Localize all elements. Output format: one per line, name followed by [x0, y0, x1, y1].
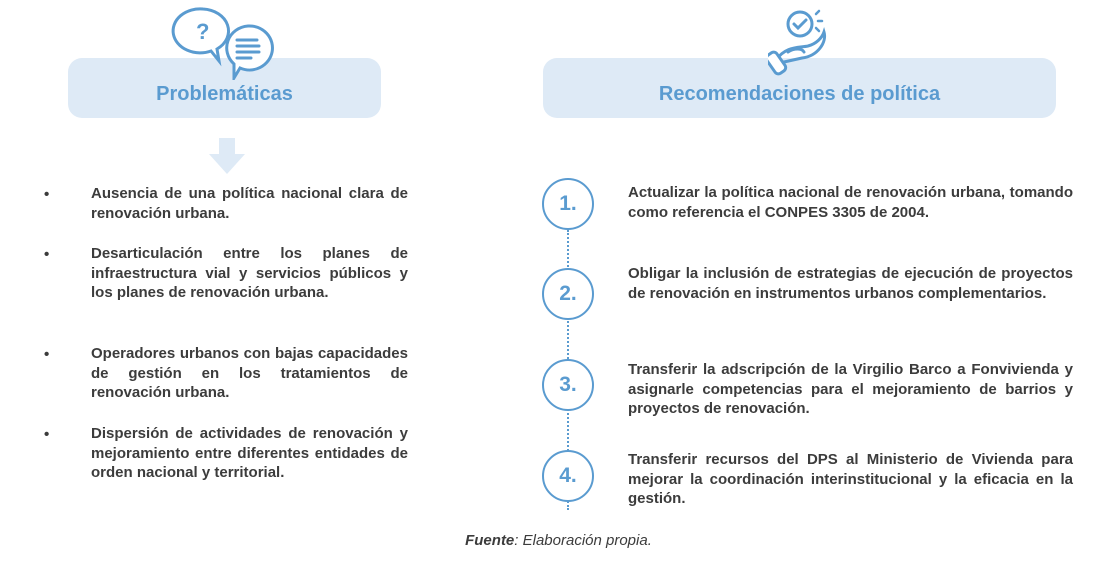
problem-item: Desarticulación entre los planes de infraestructura vial y servicios públicos y los planes de renovación urbana. [91, 245, 408, 301]
speech-bubbles-question-icon [170, 4, 280, 80]
recomendaciones-title: Recomendaciones de política [658, 82, 941, 105]
problem-item: Ausencia de una política nacional clara de renovación urbana. [91, 185, 408, 222]
bullet-icon: • [44, 426, 50, 443]
bullet-icon: • [44, 346, 50, 363]
recommendation-item: Transferir recursos del DPS al Ministerio de Vivienda para mejorar la coordinación interinstitucional y la eficacia en la gestión. [628, 451, 1073, 507]
bullet-icon: • [44, 186, 50, 203]
step-number-circle: 4. [542, 450, 594, 502]
bullet-icon: • [44, 246, 50, 263]
recommendation-item: Actualizar la política nacional de renovación urbana, tomando como referencia el CONPES 3305 de 2004. [628, 184, 1073, 221]
down-arrow-icon [208, 138, 246, 174]
source-note [0, 532, 1117, 549]
source-text: : Elaboración propia. [514, 532, 652, 549]
step-number-circle: 2. [542, 268, 594, 320]
step-number-circle: 3. [542, 359, 594, 411]
recommendation-item: Transferir la adscripción de la Virgilio Barco a Fonvivienda y asignarle competencias para el mejoramiento de barrios y proyectos de renovación. [628, 361, 1073, 417]
svg-text:?: ? [196, 19, 210, 44]
recommendation-item: Obligar la inclusión de estrategias de ejecución de proyectos de renovación en instrumentos urbanos complementarios. [628, 265, 1073, 302]
problem-item: Dispersión de actividades de renovación y mejoramiento entre diferentes entidades de orden nacional y territorial. [91, 425, 408, 481]
hand-check-icon [768, 6, 830, 76]
source-label: Fuente [465, 532, 515, 549]
problematicas-title: Problemáticas [156, 82, 293, 105]
problem-item: Operadores urbanos con bajas capacidades de gestión en los tratamientos de renovación urbana. [91, 345, 408, 401]
step-number-circle: 1. [542, 178, 594, 230]
